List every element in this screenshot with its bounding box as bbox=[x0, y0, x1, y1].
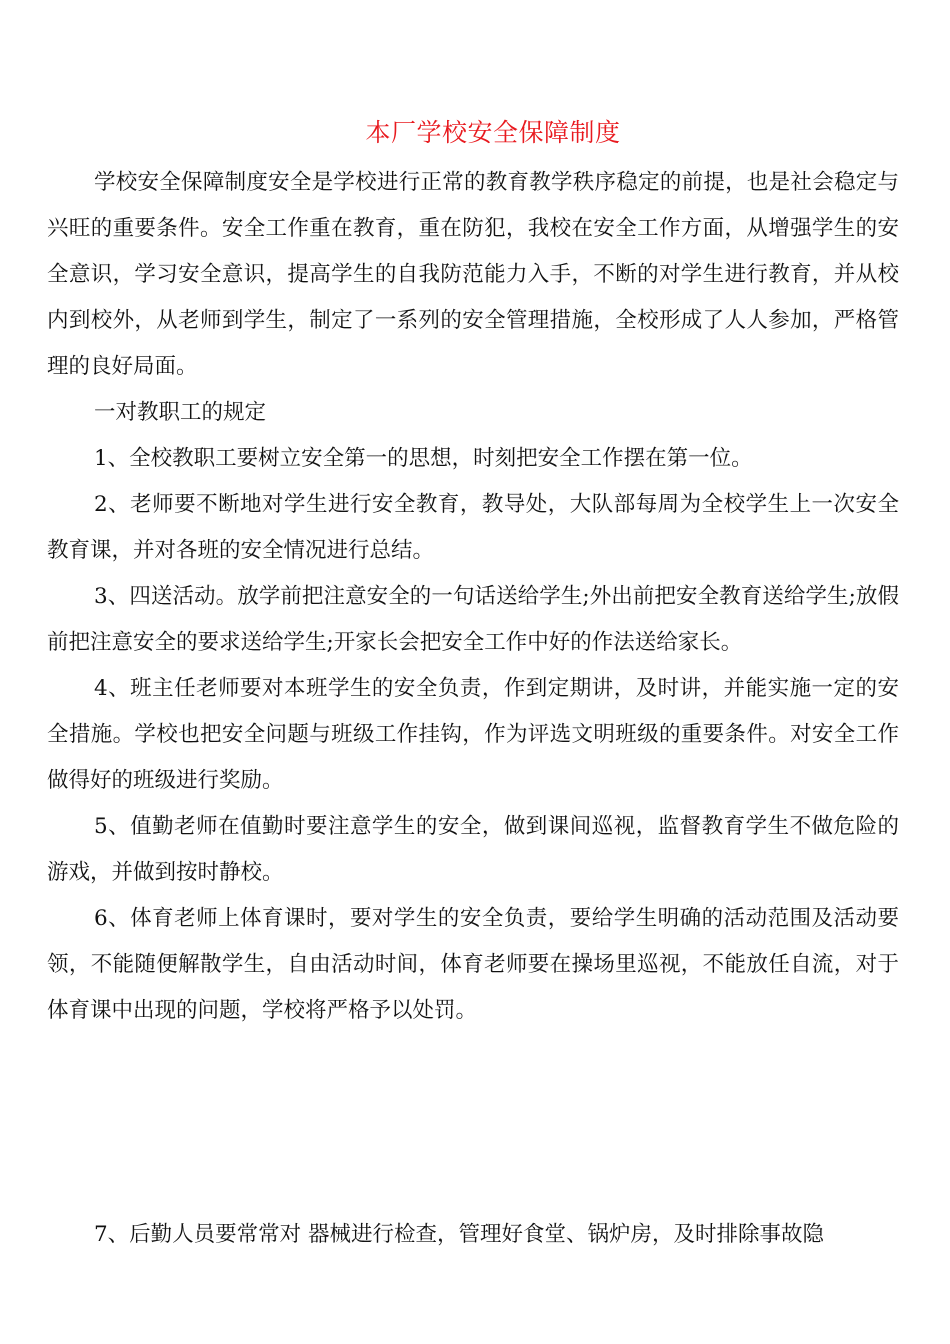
list-item: 5、值勤老师在值勤时要注意学生的安全，做到课间巡视，监督教育学生不做危险的游戏，并做到按时静校。 bbox=[47, 814, 899, 885]
list-item: 3、四送活动。放学前把注意安全的一句话送给学生;外出前把安全教育送给学生;放假前把注意安全的要求送给学生;开家长会把安全工作中好的作法送给家长。 bbox=[47, 584, 899, 655]
section-heading: 一对教职工的规定 bbox=[94, 400, 267, 425]
list-item: 7、后勤人员要常常对 器械进行检查，管理好食堂、锅炉房，及时排除事故隐 bbox=[94, 1222, 825, 1247]
document-title: 本厂学校安全保障制度 bbox=[365, 118, 621, 147]
list-item: 4、班主任老师要对本班学生的安全负责，作到定期讲，及时讲，并能实施一定的安全措施。学校也把安全问题与班级工作挂钩，作为评选文明班级的重要条件。对安全工作做得好的班级进行奖励。 bbox=[47, 676, 899, 793]
intro-paragraph: 学校安全保障制度安全是学校进行正常的教育教学秩序稳定的前提，也是社会稳定与兴旺的重要条件。安全工作重在教育，重在防犯，我校在安全工作方面，从增强学生的安全意识，学习安全意识，提高学生的自我防范能力入手，不断的对学生进行教育，并从校内到校外，从老师到学生，制定了一系列的安全管理措施，全校形成了人人参加，严格管理的良好局面。 bbox=[47, 170, 899, 379]
list-item: 2、老师要不断地对学生进行安全教育，教导处，大队部每周为全校学生上一次安全教育课，并对各班的安全情况进行总结。 bbox=[47, 492, 899, 563]
list-item: 1、全校教职工要树立安全第一的思想，时刻把安全工作摆在第一位。 bbox=[94, 446, 753, 471]
list-item: 6、体育老师上体育课时，要对学生的安全负责，要给学生明确的活动范围及活动要领，不能随便解散学生，自由活动时间，体育老师要在操场里巡视，不能放任自流，对于体育课中出现的问题，学校将严格予以处罚。 bbox=[47, 906, 899, 1023]
